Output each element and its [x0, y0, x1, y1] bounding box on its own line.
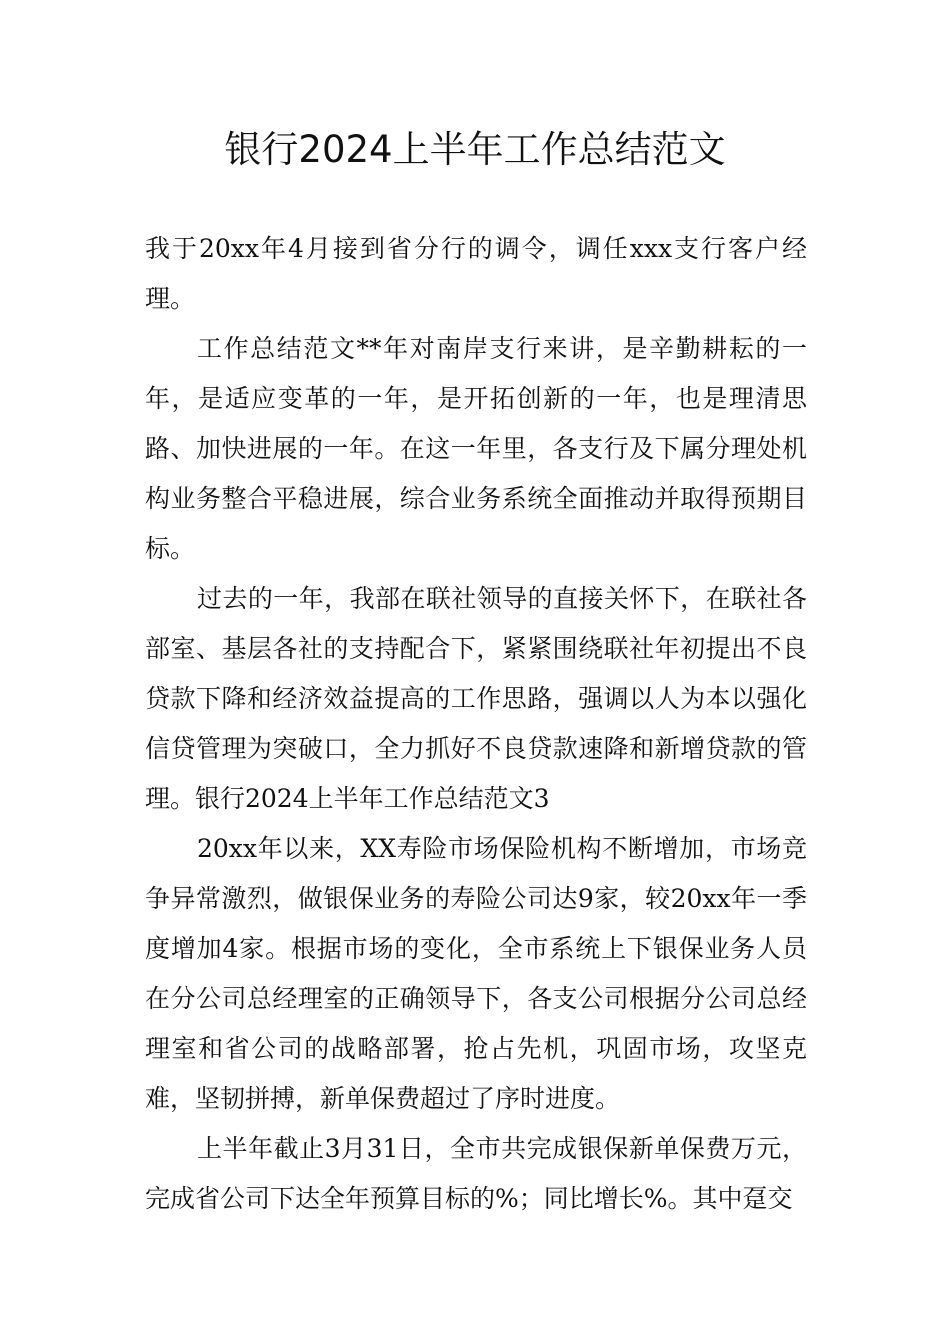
paragraph-1: 我于20xx年4月接到省分行的调令，调任xxx支行客户经理。: [145, 234, 807, 313]
paragraph-3: 过去的一年，我部在联社领导的直接关怀下，在联社各部室、基层各社的支持配合下，紧紧围绕联社年初提出不良贷款下降和经济效益提高的工作思路，强调以人为本以强化信贷管理为突破口，全力抓好不良贷款速降和新增贷款的管理。银行2024上半年工作总结范文3: [145, 584, 807, 813]
document-title: 银行2024上半年工作总结范文: [224, 128, 726, 171]
document-body: [145, 224, 807, 1224]
paragraph-2: 工作总结范文**年对南岸支行来讲，是辛勤耕耘的一年，是适应变革的一年，是开拓创新的一年，也是理清思路、加快进展的一年。在这一年里，各支行及下属分理处机构业务整合平稳进展，综合业务系统全面推动并取得预期目标。: [145, 334, 807, 563]
paragraph-5: 上半年截止3月31日，全市共完成银保新单保费万元，完成省公司下达全年预算目标的%；同比增长%。其中趸交: [145, 1134, 807, 1213]
paragraph-4: 20xx年以来，XX寿险市场保险机构不断增加，市场竞争异常激烈，做银保业务的寿险公司达9家，较20xx年一季度增加4家。根据市场的变化，全市系统上下银保业务人员在分公司总经理室的正确领导下，各支公司根据分公司总经理室和省公司的战略部署，抢占先机，巩固市场，攻坚克难，坚韧拼搏，新单保费超过了序时进度。: [145, 834, 807, 1113]
